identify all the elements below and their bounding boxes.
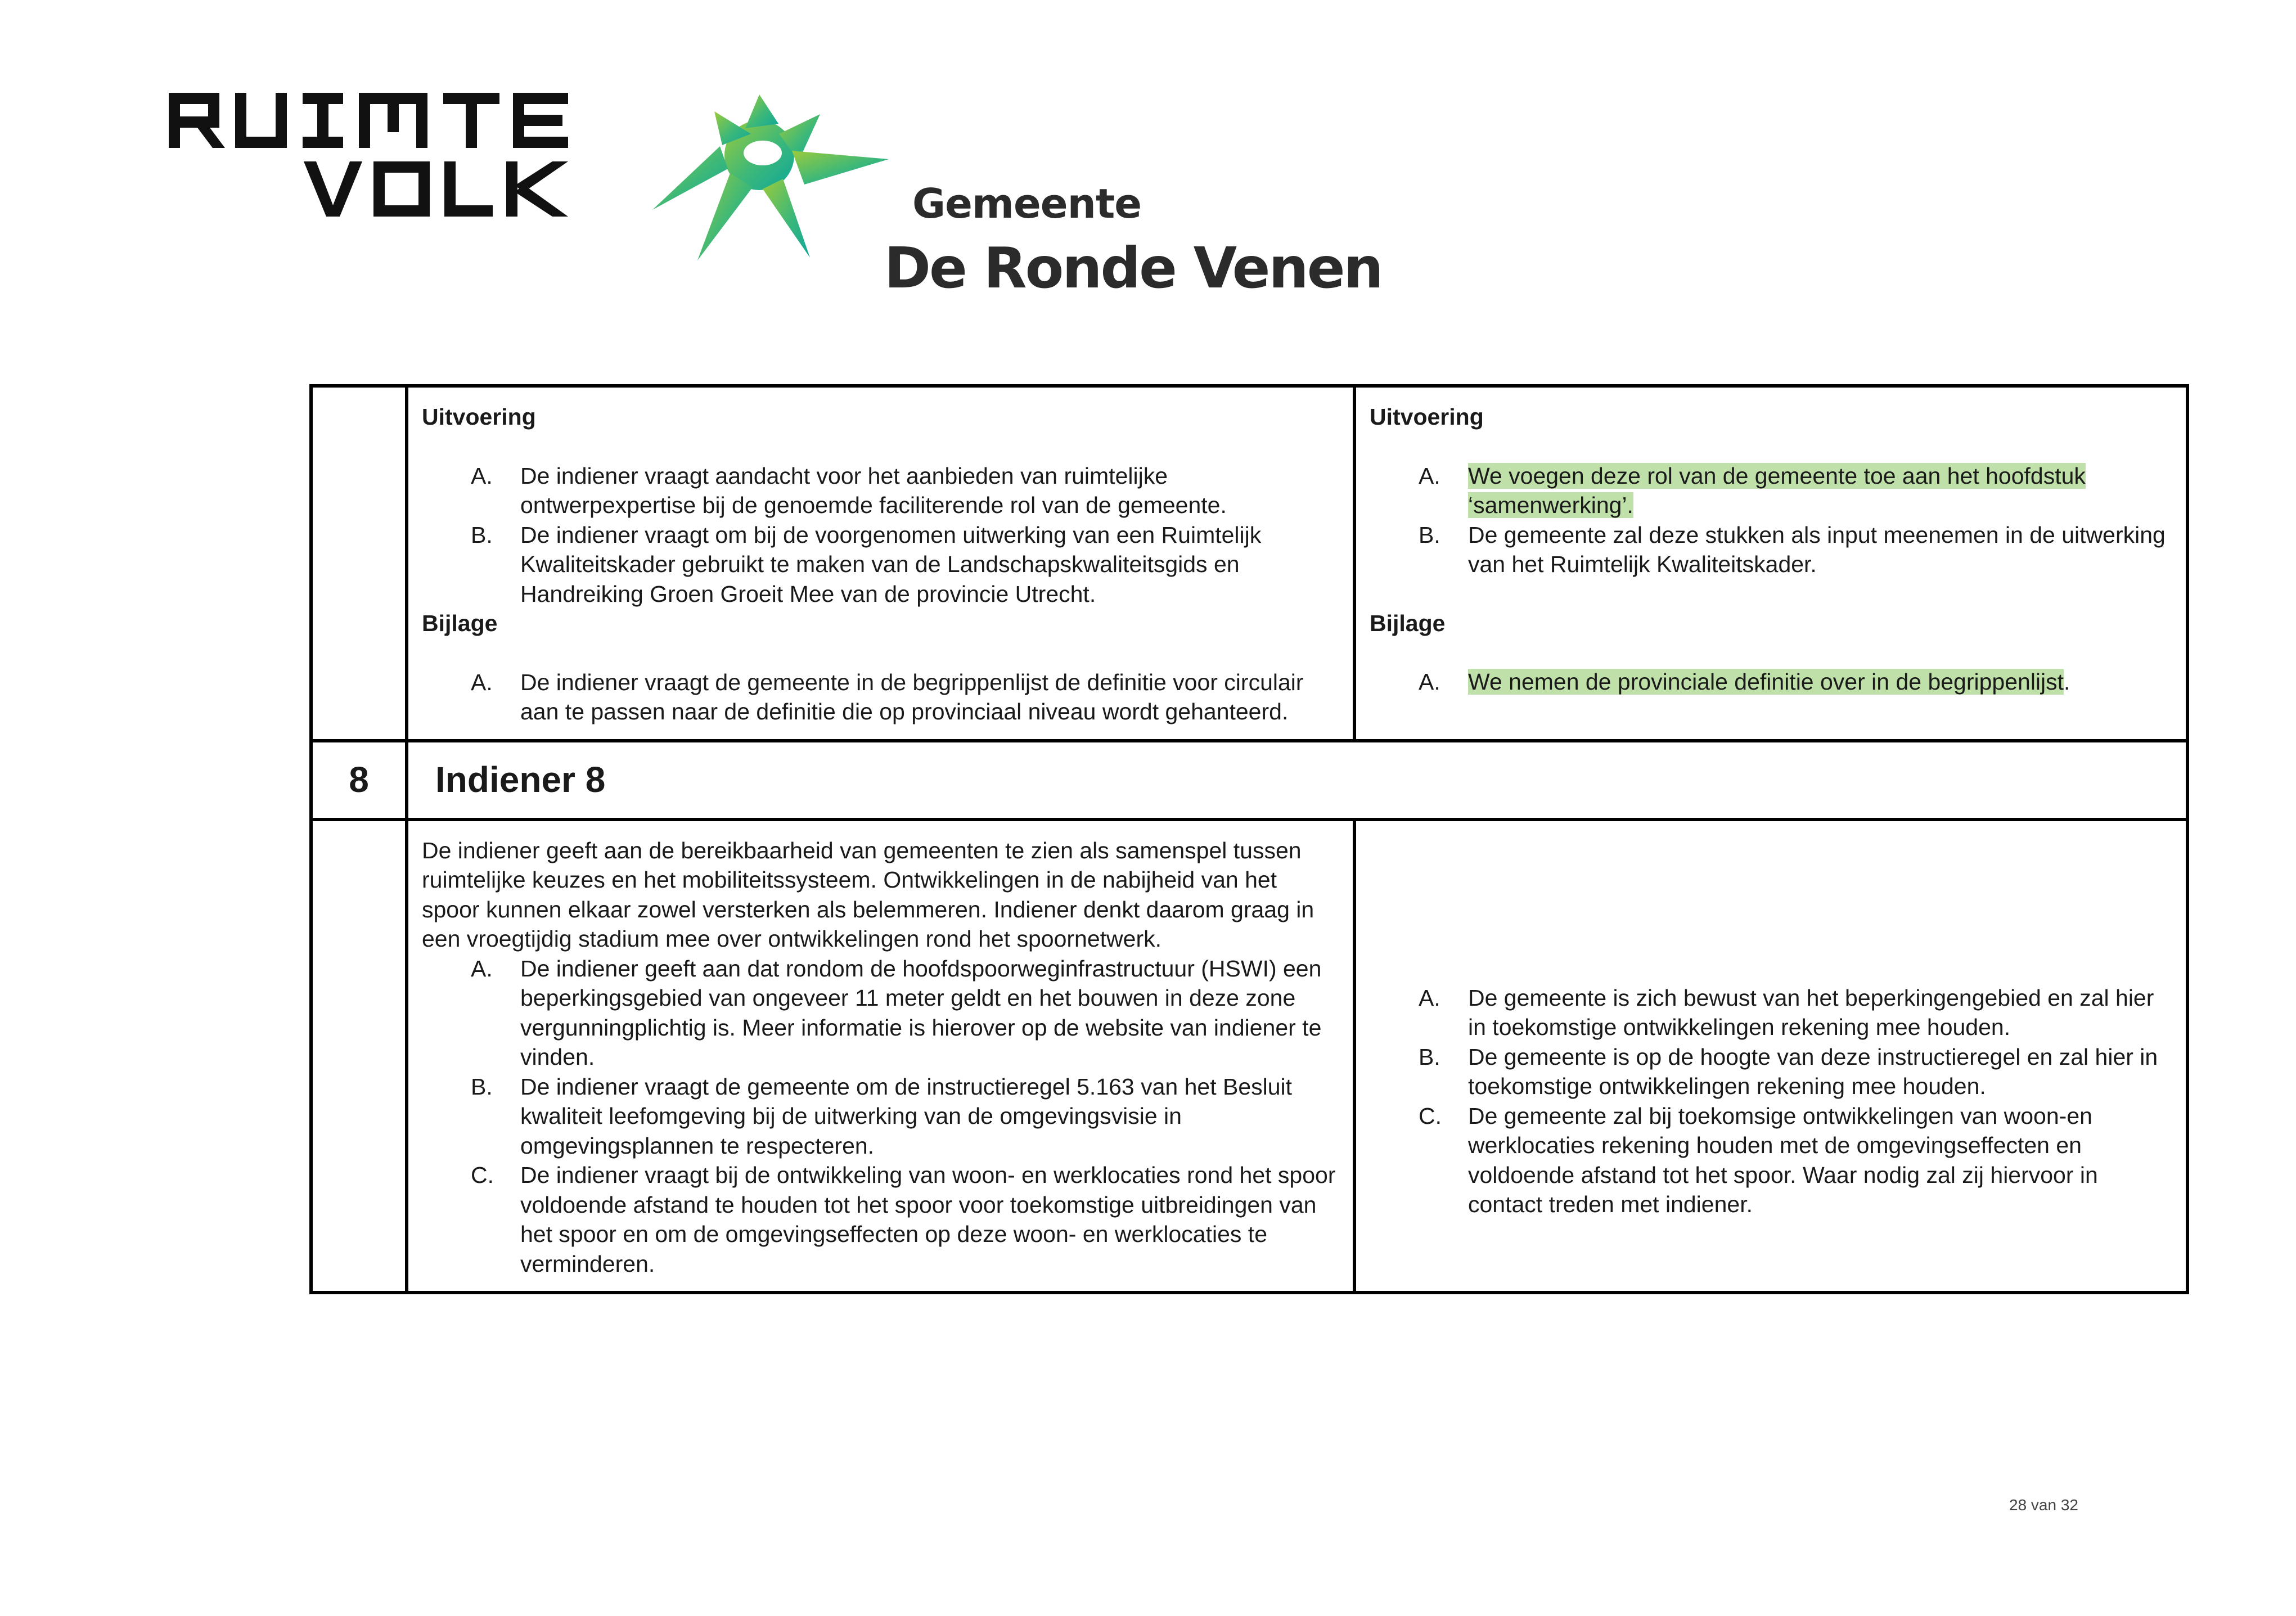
response-list: [1370, 667, 2171, 697]
number-cell-empty: [311, 820, 407, 1293]
page-number: 28 van 32: [2009, 1496, 2078, 1514]
list-item: A. De indiener vraagt aandacht voor het aanbieden van ruimtelijke ontwerpexpertise bij de genoemde faciliterende rol van de gemeente.: [471, 462, 1227, 518]
gemeente-star-logo: [652, 94, 889, 263]
list-item: C. De gemeente zal bij toekomsige ontwikkelingen van woon-en werklocaties rekening houden met de omgevingseffecten en voldoende afstand tot het spoor. Waar nodig zal zij hiervoor in contact treden met indiener.: [1419, 1102, 2098, 1217]
submission-list: [422, 668, 1338, 727]
submitter-number: 8: [311, 741, 407, 820]
submission-cell: [407, 820, 1354, 1293]
list-item: C. De indiener vraagt bij de ontwikkeling van woon- en werklocaties rond het spoor voldoende afstand te houden tot het spoor voor toekomstige uitbreidingen van het spoor en om de omgevingseffecten op deze woon- en werklocaties te verminderen.: [471, 1162, 1336, 1277]
municipality-prefix: Gemeente: [912, 180, 1142, 227]
table-row: [311, 820, 2187, 1293]
response-cell: [1354, 386, 2187, 741]
list-item: B. De gemeente zal deze stukken als input meenemen in de uitwerking van het Ruimtelijk Kwaliteitskader.: [1419, 521, 2166, 577]
list-item: A. We nemen de provinciale definitie over in de begrippenlijst.: [1419, 669, 2070, 695]
list-item: A. De gemeente is zich bewust van het beperkingengebied en zal hier in toekomstige ontwikkelingen rekening mee houden.: [1419, 984, 2154, 1040]
highlighted-text: We voegen deze rol van de gemeente toe aan het hoofdstuk ‘samenwerking’.: [1468, 462, 2086, 518]
list-item: A. We voegen deze rol van de gemeente toe aan het hoofdstuk ‘samenwerking’.: [1419, 462, 2086, 518]
list-item: B. De gemeente is op de hoogte van deze instructieregel en zal hier in toekomstige ontwikkelingen rekening mee houden.: [1419, 1043, 2158, 1099]
list-item: A. De indiener vraagt de gemeente in de begrippenlijst de definitie voor circulair aan te passen naar de definitie die op provinciaal niveau wordt gehanteerd.: [471, 669, 1304, 724]
number-cell-empty: [311, 386, 407, 741]
list-item: A. De indiener geeft aan dat rondom de hoofdspoorweginfrastructuur (HSWI) een beperkingsgebied van ongeveer 11 meter geldt en het bouwen in deze zone vergunningplichtig is. Meer informatie is hierover op de website van indiener te vinden.: [471, 955, 1322, 1070]
submission-list: [422, 954, 1338, 1279]
submission-list: [422, 461, 1338, 609]
submitter-header-row: [311, 741, 2187, 820]
response-list: [1370, 983, 2171, 1219]
response-cell: [1354, 820, 2187, 1293]
submission-intro: De indiener geeft aan de bereikbaarheid van gemeenten te zien als samenspel tussen ruimtelijke keuzes en het mobiliteitssysteem. Ontwikkelingen in de nabijheid van het spoor kunnen elkaar zowel versterken als belemmeren. Indiener denkt daarom graag in een vroegtijdig stadium mee over ontwikkelingen rond het spoornetwerk.: [422, 837, 1314, 952]
section-heading: Uitvoering: [1370, 404, 1484, 430]
section-heading: Bijlage: [422, 610, 498, 636]
table-row: [311, 386, 2187, 741]
ruimtevolk-logo: [169, 93, 568, 222]
response-list: [1370, 461, 2171, 579]
list-item: B. De indiener vraagt om bij de voorgenomen uitwerking van een Ruimtelijk Kwaliteitskader gebruikt te maken van de Landschapskwaliteitsgids en Handreiking Groen Groeit Mee van de provincie Utrecht.: [471, 521, 1262, 607]
highlighted-text: We nemen de provinciale definitie over in de begrippenlijst: [1468, 669, 2064, 695]
section-heading: Uitvoering: [422, 404, 536, 430]
submission-cell: [407, 386, 1354, 741]
list-item: B. De indiener vraagt de gemeente om de instructieregel 5.163 van het Besluit kwaliteit leefomgeving bij de uitwerking van de omgevingsvisie in omgevingsplannen te respecteren.: [471, 1073, 1293, 1159]
municipality-name: De Ronde Venen: [884, 235, 1382, 301]
response-table: [309, 384, 2189, 1294]
section-heading: Bijlage: [1370, 610, 1446, 636]
submitter-title: Indiener 8: [407, 741, 2187, 820]
